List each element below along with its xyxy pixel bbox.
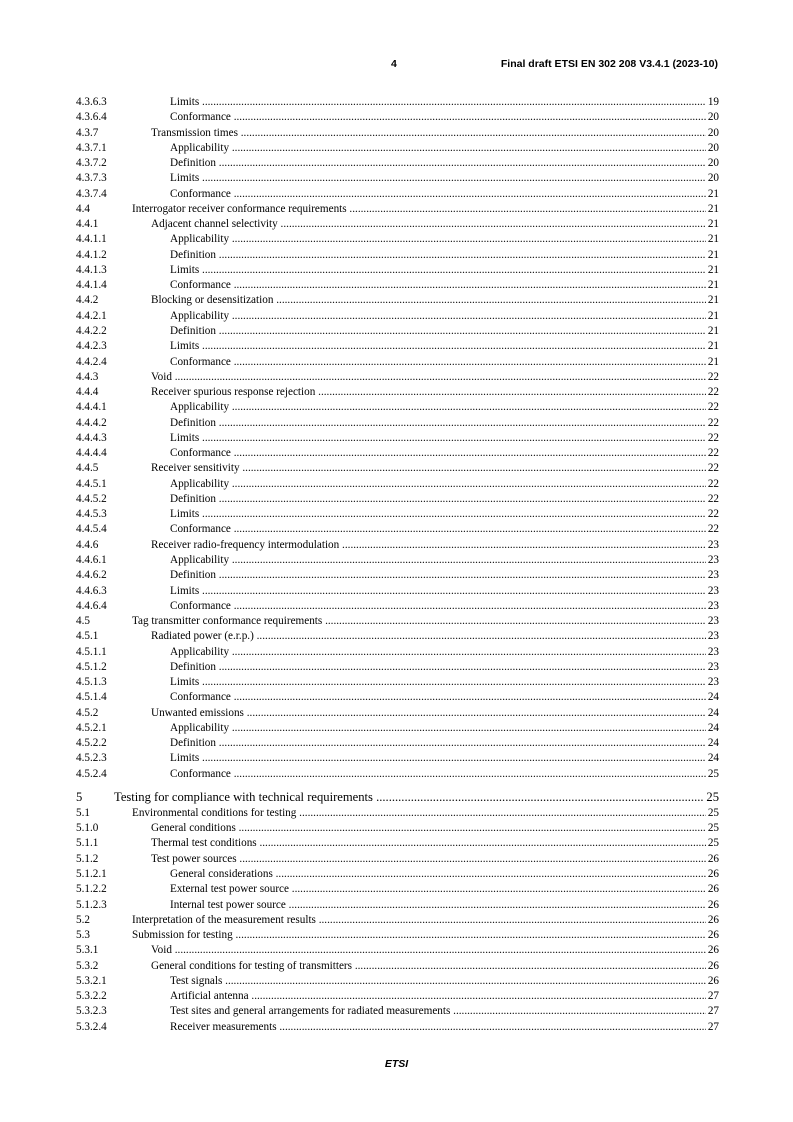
toc-entry-number: 5.3 [76, 929, 90, 942]
toc-entry-page: 26 [706, 898, 719, 913]
toc-entry-page: 21 [706, 187, 719, 202]
toc-entry-page: 25 [706, 767, 719, 782]
toc-entry-title: Adjacent channel selectivity ..... [151, 217, 719, 232]
toc-entry-page: 23 [706, 553, 719, 568]
toc-entry-title: Tag transmitter conformance requirements ..... [132, 614, 719, 629]
toc-entry-number: 4.4.4.4 [76, 447, 107, 460]
toc-entry-title: Interpretation of the measurement results ..... [132, 913, 719, 928]
toc-entry-number: 5.1.2.3 [76, 898, 107, 911]
toc-entry-number: 4.5.2.3 [76, 752, 107, 765]
toc-entry[interactable] [76, 141, 719, 156]
toc-entry[interactable] [76, 898, 719, 913]
toc-entry-number: 4.3.7 [76, 126, 99, 139]
toc-entry[interactable] [76, 867, 719, 882]
toc-entry[interactable] [76, 187, 719, 202]
toc-entry-number: 4.4.6.2 [76, 569, 107, 582]
toc-entry-title: General considerations ..... [170, 867, 719, 882]
toc-entry-number: 4.4.1.1 [76, 233, 107, 246]
toc-entry[interactable] [76, 232, 719, 247]
toc-entry[interactable] [76, 928, 719, 943]
toc-entry-number: 5.3.2.1 [76, 974, 107, 987]
toc-entry-title: Environmental conditions for testing ..... [132, 806, 719, 821]
table-of-contents [76, 95, 719, 1035]
toc-entry-number: 5.1.2.1 [76, 868, 107, 881]
toc-entry-number: 4.4.4.3 [76, 431, 107, 444]
toc-entry-number: 4.4.1.2 [76, 248, 107, 261]
toc-entry-page: 25 [706, 821, 719, 836]
toc-entry-title: Limits ..... [170, 431, 719, 446]
toc-entry[interactable] [76, 614, 719, 629]
toc-entry[interactable] [76, 974, 719, 989]
toc-entry-title: Internal test power source ..... [170, 898, 719, 913]
toc-entry[interactable] [76, 370, 719, 385]
toc-entry-page: 22 [706, 492, 719, 507]
toc-entry-page: 22 [706, 400, 719, 415]
toc-entry-number: 5.1.2.2 [76, 883, 107, 896]
toc-entry[interactable] [76, 989, 719, 1004]
toc-entry[interactable] [76, 599, 719, 614]
toc-entry-page: 21 [706, 293, 719, 308]
toc-entry-page: 26 [706, 867, 719, 882]
toc-entry-page: 22 [706, 461, 719, 476]
toc-entry-title: Limits ..... [170, 263, 719, 278]
toc-entry-page: 22 [706, 416, 719, 431]
toc-entry[interactable] [76, 507, 719, 522]
toc-entry-title: Interrogator receiver conformance requirements ..... [132, 202, 719, 217]
toc-entry[interactable] [76, 431, 719, 446]
toc-entry-page: 23 [706, 645, 719, 660]
toc-entry[interactable] [76, 461, 719, 476]
toc-entry-title: Conformance ..... [170, 767, 719, 782]
toc-entry-number: 4.4.5 [76, 462, 99, 475]
toc-entry[interactable] [76, 675, 719, 690]
toc-entry-page: 22 [706, 431, 719, 446]
toc-entry-number: 4.4.1.3 [76, 263, 107, 276]
toc-entry-page: 23 [706, 599, 719, 614]
toc-entry-page: 21 [706, 355, 719, 370]
toc-entry-title: Limits ..... [170, 584, 719, 599]
toc-entry-page: 21 [706, 339, 719, 354]
toc-entry-title: Conformance ..... [170, 278, 719, 293]
toc-entry-title: Applicability ..... [170, 477, 719, 492]
toc-entry-title: Definition ..... [170, 156, 719, 171]
toc-entry-title: Test signals ..... [170, 974, 719, 989]
toc-entry-page: 24 [706, 751, 719, 766]
toc-entry-title: Definition ..... [170, 248, 719, 263]
toc-entry[interactable] [76, 706, 719, 721]
toc-entry[interactable] [76, 568, 719, 583]
toc-entry-title: Conformance ..... [170, 522, 719, 537]
toc-entry[interactable] [76, 324, 719, 339]
toc-entry[interactable] [76, 584, 719, 599]
toc-entry-title: Testing for compliance with technical requirements ..... [114, 788, 719, 806]
toc-entry[interactable] [76, 110, 719, 125]
toc-entry[interactable] [76, 959, 719, 974]
toc-entry-number: 5.3.2.4 [76, 1020, 107, 1033]
toc-entry-title: Definition ..... [170, 660, 719, 675]
toc-entry-title: Applicability ..... [170, 141, 719, 156]
toc-entry-page: 20 [706, 156, 719, 171]
toc-entry-number: 4.5.1.1 [76, 645, 107, 658]
toc-entry-title: Applicability ..... [170, 400, 719, 415]
toc-entry[interactable] [76, 156, 719, 171]
toc-entry[interactable] [76, 1020, 719, 1035]
toc-entry-page: 21 [706, 202, 719, 217]
toc-entry-title: Receiver spurious response rejection ..... [151, 385, 719, 400]
toc-entry-number: 5 [76, 789, 83, 804]
toc-entry[interactable] [76, 645, 719, 660]
toc-entry-number: 4.4.2.4 [76, 355, 107, 368]
toc-entry[interactable] [76, 522, 719, 537]
toc-entry[interactable] [76, 913, 719, 928]
toc-entry-title: Test sites and general arrangements for radiated measurements ..... [170, 1004, 719, 1019]
toc-entry-title: Void ..... [151, 370, 719, 385]
toc-entry-title: Receiver sensitivity ..... [151, 461, 719, 476]
toc-entry-number: 4.3.7.1 [76, 141, 107, 154]
toc-entry[interactable] [76, 538, 719, 553]
toc-entry[interactable] [76, 788, 719, 806]
toc-entry[interactable] [76, 660, 719, 675]
toc-entry-number: 4.5.1.3 [76, 676, 107, 689]
toc-entry-title: Conformance ..... [170, 599, 719, 614]
toc-entry-number: 4.4.5.1 [76, 477, 107, 490]
toc-entry-page: 22 [706, 477, 719, 492]
toc-entry-page: 23 [706, 660, 719, 675]
toc-entry-page: 21 [706, 217, 719, 232]
toc-entry[interactable] [76, 477, 719, 492]
toc-entry-title: Conformance ..... [170, 690, 719, 705]
toc-entry-number: 4.4.6.3 [76, 584, 107, 597]
toc-entry[interactable] [76, 736, 719, 751]
toc-entry-title: Limits ..... [170, 751, 719, 766]
toc-entry-number: 5.1.0 [76, 822, 99, 835]
toc-entry-title: Limits ..... [170, 507, 719, 522]
toc-entry-page: 27 [706, 989, 719, 1004]
toc-entry-number: 5.1.2 [76, 852, 99, 865]
toc-entry-page: 21 [706, 248, 719, 263]
toc-entry-page: 26 [706, 959, 719, 974]
toc-entry-page: 22 [706, 507, 719, 522]
toc-entry-number: 4.4.6 [76, 538, 99, 551]
toc-entry-page: 26 [706, 928, 719, 943]
toc-entry-number: 4.4.6.1 [76, 553, 107, 566]
toc-entry-title: Applicability ..... [170, 721, 719, 736]
toc-entry-page: 24 [706, 736, 719, 751]
toc-entry-page: 23 [706, 584, 719, 599]
toc-entry-title: Limits ..... [170, 675, 719, 690]
toc-entry-page: 22 [706, 522, 719, 537]
toc-entry[interactable] [76, 836, 719, 851]
toc-entry-number: 4.3.6.3 [76, 96, 107, 108]
toc-entry[interactable] [76, 309, 719, 324]
toc-entry-number: 4.4.2.2 [76, 324, 107, 337]
toc-entry-title: Test power sources ..... [151, 852, 719, 867]
toc-entry-number: 4.3.6.4 [76, 111, 107, 124]
toc-entry-number: 4.4.4.1 [76, 401, 107, 414]
toc-entry-title: Receiver measurements ..... [170, 1020, 719, 1035]
toc-entry-title: Submission for testing ..... [132, 928, 719, 943]
toc-entry-number: 4.5.2.2 [76, 737, 107, 750]
footer-etsi: ETSI [384, 1058, 409, 1070]
toc-entry-number: 5.3.2.2 [76, 990, 107, 1003]
toc-entry-title: Conformance ..... [170, 187, 719, 202]
toc-entry-title: General conditions ..... [151, 821, 719, 836]
toc-entry-page: 21 [706, 324, 719, 339]
toc-entry-page: 21 [706, 232, 719, 247]
toc-entry[interactable] [76, 806, 719, 821]
toc-entry-number: 4.5.1.4 [76, 691, 107, 704]
toc-entry-page: 20 [706, 171, 719, 186]
toc-entry-page: 26 [706, 913, 719, 928]
toc-entry-page: 25 [706, 806, 719, 821]
toc-entry-title: Transmission times ..... [151, 126, 719, 141]
toc-entry[interactable] [76, 767, 719, 782]
toc-entry[interactable] [76, 171, 719, 186]
toc-entry-page: 21 [706, 309, 719, 324]
toc-entry[interactable] [76, 821, 719, 836]
toc-entry-title: Conformance ..... [170, 355, 719, 370]
toc-entry[interactable] [76, 690, 719, 705]
toc-entry-number: 4.4.2.3 [76, 340, 107, 353]
toc-entry-number: 5.3.2 [76, 959, 99, 972]
toc-entry-title: Artificial antenna ..... [170, 989, 719, 1004]
toc-entry-page: 23 [706, 538, 719, 553]
toc-entry-number: 4.4.4 [76, 386, 99, 399]
toc-entry-page: 22 [706, 370, 719, 385]
toc-entry-page: 22 [706, 385, 719, 400]
toc-entry-title: Thermal test conditions ..... [151, 836, 719, 851]
toc-entry-number: 5.1 [76, 806, 90, 819]
toc-entry-page: 26 [706, 852, 719, 867]
toc-entry[interactable] [76, 355, 719, 370]
toc-entry-title: Void ..... [151, 943, 719, 958]
toc-entry-page: 27 [706, 1020, 719, 1035]
toc-entry-title: Definition ..... [170, 568, 719, 583]
toc-entry-page: 23 [706, 614, 719, 629]
toc-entry[interactable] [76, 492, 719, 507]
toc-entry-page: 27 [706, 1004, 719, 1019]
toc-entry-page: 20 [706, 141, 719, 156]
toc-entry-title: Definition ..... [170, 324, 719, 339]
toc-entry[interactable] [76, 446, 719, 461]
toc-entry-title: Definition ..... [170, 416, 719, 431]
toc-entry-page: 20 [706, 110, 719, 125]
toc-entry[interactable] [76, 400, 719, 415]
toc-entry-page: 25 [706, 789, 719, 804]
toc-entry[interactable] [76, 126, 719, 141]
toc-entry-number: 4.4.5.2 [76, 492, 107, 505]
toc-entry-title: Unwanted emissions ..... [151, 706, 719, 721]
toc-entry-page: 24 [706, 690, 719, 705]
toc-entry-number: 4.5.2 [76, 706, 99, 719]
toc-entry-page: 24 [706, 706, 719, 721]
toc-entry-page: 25 [706, 836, 719, 851]
toc-entry[interactable] [76, 278, 719, 293]
toc-entry-number: 4.5.2.1 [76, 721, 107, 734]
toc-entry-title: Limits ..... [170, 95, 719, 110]
toc-entry-title: Definition ..... [170, 736, 719, 751]
toc-entry-number: 5.1.1 [76, 837, 99, 850]
toc-entry-title: Radiated power (e.r.p.) ..... [151, 629, 719, 644]
toc-entry-number: 4.5 [76, 615, 90, 628]
toc-entry-title: Limits ..... [170, 171, 719, 186]
toc-entry-page: 21 [706, 278, 719, 293]
toc-entry-number: 5.2 [76, 913, 90, 926]
toc-entry-page: 26 [706, 943, 719, 958]
toc-entry[interactable] [76, 385, 719, 400]
toc-entry-page: 26 [706, 974, 719, 989]
toc-entry-number: 4.4.5.3 [76, 508, 107, 521]
toc-entry-title: Limits ..... [170, 339, 719, 354]
toc-entry[interactable] [76, 95, 719, 110]
toc-entry-page: 23 [706, 568, 719, 583]
toc-entry[interactable] [76, 852, 719, 867]
toc-entry[interactable] [76, 943, 719, 958]
toc-entry-number: 4.4.1.4 [76, 279, 107, 292]
toc-entry-page: 22 [706, 446, 719, 461]
toc-entry-title: General conditions for testing of transmitters ..... [151, 959, 719, 974]
toc-entry-number: 4.3.7.4 [76, 187, 107, 200]
toc-entry-number: 4.4.3 [76, 370, 99, 383]
toc-entry[interactable] [76, 217, 719, 232]
toc-entry-title: Blocking or desensitization ..... [151, 293, 719, 308]
toc-entry-page: 26 [706, 882, 719, 897]
toc-entry[interactable] [76, 751, 719, 766]
toc-entry[interactable] [76, 263, 719, 278]
toc-entry-number: 4.5.1 [76, 630, 99, 643]
toc-entry[interactable] [76, 339, 719, 354]
toc-entry-title: Receiver radio-frequency intermodulation ..... [151, 538, 719, 553]
toc-entry-page: 19 [706, 95, 719, 110]
toc-entry-number: 4.4.2 [76, 294, 99, 307]
toc-entry-number: 4.4.4.2 [76, 416, 107, 429]
toc-entry[interactable] [76, 1004, 719, 1019]
document-reference: Final draft ETSI EN 302 208 V3.4.1 (2023-10) [500, 58, 718, 70]
toc-entry[interactable] [76, 882, 719, 897]
toc-entry-page: 20 [706, 126, 719, 141]
toc-entry-page: 23 [706, 675, 719, 690]
toc-entry-number: 4.4.6.4 [76, 599, 107, 612]
toc-entry-number: 4.5.2.4 [76, 767, 107, 780]
toc-entry-title: Conformance ..... [170, 446, 719, 461]
toc-entry-title: Applicability ..... [170, 645, 719, 660]
toc-entry[interactable] [76, 248, 719, 263]
toc-entry[interactable] [76, 553, 719, 568]
toc-entry-number: 4.4.2.1 [76, 309, 107, 322]
toc-entry-title: Conformance ..... [170, 110, 719, 125]
toc-entry-title: Applicability ..... [170, 309, 719, 324]
toc-entry[interactable] [76, 721, 719, 736]
toc-entry-number: 5.3.2.3 [76, 1005, 107, 1018]
toc-entry-title: Applicability ..... [170, 553, 719, 568]
toc-entry[interactable] [76, 629, 719, 644]
toc-entry[interactable] [76, 293, 719, 308]
toc-entry-number: 4.4.1 [76, 218, 99, 231]
toc-entry-title: Definition ..... [170, 492, 719, 507]
toc-entry-page: 24 [706, 721, 719, 736]
page-number: 4 [391, 58, 397, 70]
toc-entry-number: 4.4 [76, 202, 90, 215]
toc-entry-number: 4.4.5.4 [76, 523, 107, 536]
toc-entry-page: 23 [706, 629, 719, 644]
toc-entry-number: 5.3.1 [76, 944, 99, 957]
toc-entry-number: 4.3.7.2 [76, 157, 107, 170]
toc-entry-page: 21 [706, 263, 719, 278]
toc-entry-number: 4.3.7.3 [76, 172, 107, 185]
toc-entry[interactable] [76, 202, 719, 217]
toc-entry-title: Applicability ..... [170, 232, 719, 247]
toc-entry-number: 4.5.1.2 [76, 660, 107, 673]
toc-entry[interactable] [76, 416, 719, 431]
toc-entry-title: External test power source ..... [170, 882, 719, 897]
